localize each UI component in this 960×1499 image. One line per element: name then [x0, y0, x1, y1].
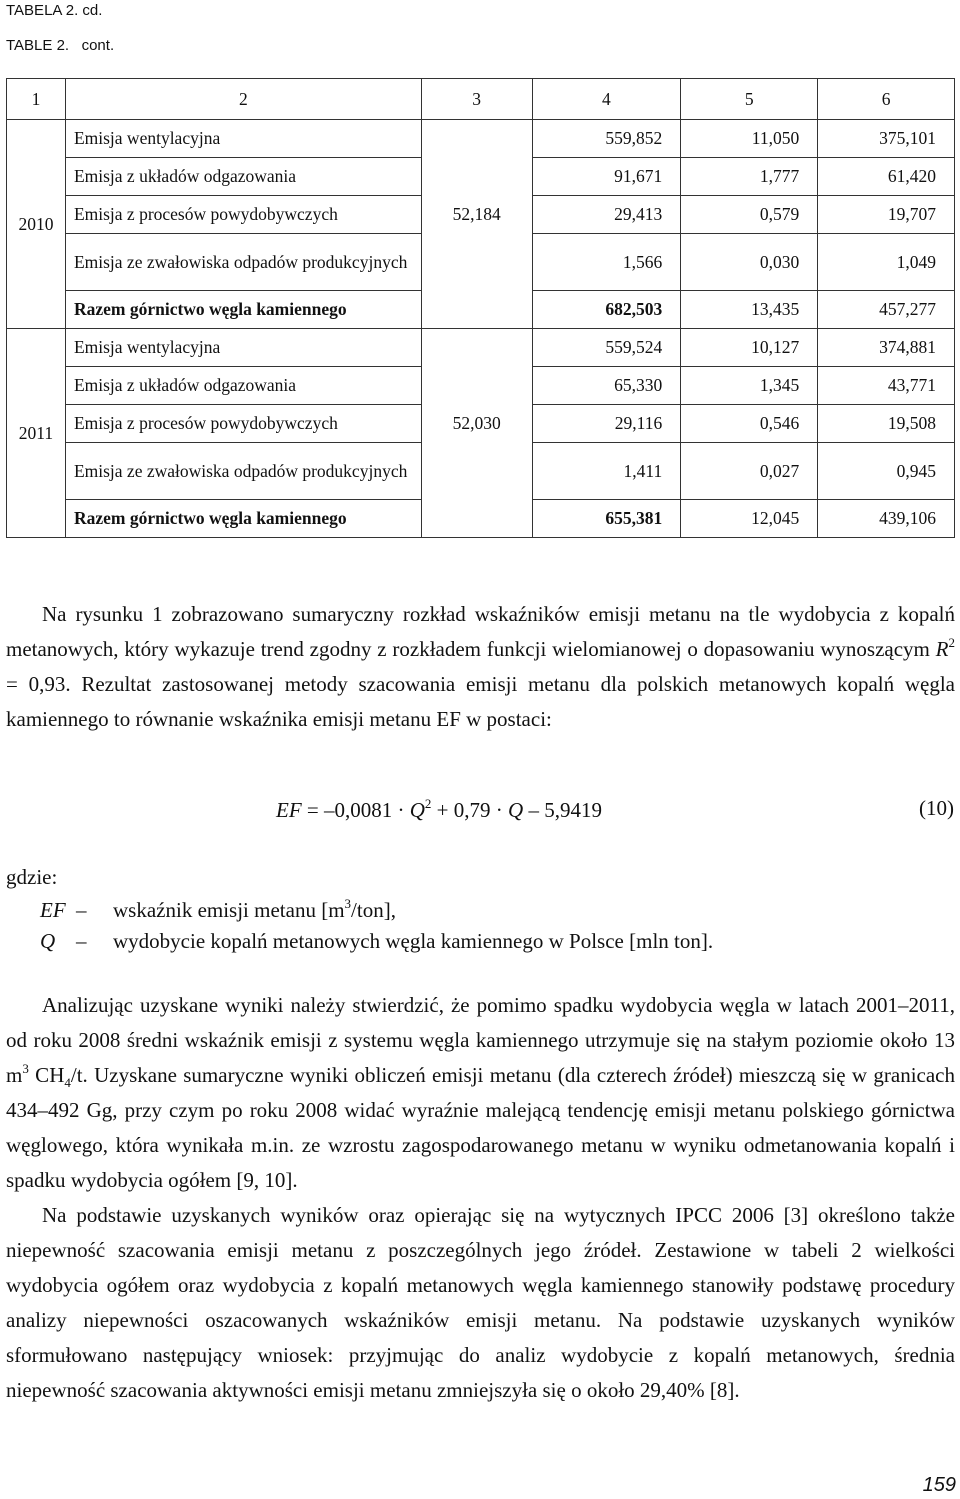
value-cell: 0,945: [818, 443, 955, 500]
value-cell: 1,566: [532, 234, 681, 291]
table-row: [7, 120, 955, 158]
header-cell: 2: [65, 79, 421, 120]
value-cell: 65,330: [532, 367, 681, 405]
where-label: gdzie:: [6, 865, 58, 889]
paragraph-text: CH: [28, 1063, 65, 1087]
total-label: Razem górnictwo węgla kamiennego: [65, 291, 421, 329]
value-cell: 19,707: [818, 196, 955, 234]
header-cell: 4: [532, 79, 681, 120]
value-cell: 375,101: [818, 120, 955, 158]
equation-q: Q: [508, 798, 524, 822]
total-value-cell: 682,503: [532, 291, 681, 329]
superscript: 2: [424, 796, 432, 811]
value-cell: 19,508: [818, 405, 955, 443]
year-cell: 2011: [7, 329, 66, 538]
header-cell: 3: [421, 79, 532, 120]
table-caption-pl: TABELA 2. cd.: [6, 2, 103, 19]
value-cell: 11,050: [681, 120, 818, 158]
paragraph-text: Na rysunku 1 zobrazowano sumaryczny rozkład wskaźników emisji metanu na tle wydobycia z kopalń metanowych, który wykazuje trend zgodny z rozkładem funkcji wielomianowej o dopasowaniu wynoszącym: [6, 602, 955, 661]
definition-text: /ton],: [351, 898, 396, 922]
row-label: Emisja z procesów powydobywczych: [65, 405, 421, 443]
value-cell: 10,127: [681, 329, 818, 367]
row-label: Emisja z układów odgazowania: [65, 367, 421, 405]
production-cell: 52,184: [421, 120, 532, 329]
superscript: 3: [344, 896, 352, 911]
definition-q: [0, 929, 960, 961]
equation-number: (10): [919, 796, 954, 820]
value-cell: 0,546: [681, 405, 818, 443]
year-cell: 2010: [7, 120, 66, 329]
equation-part: – 5,9419: [523, 798, 602, 822]
superscript: 3: [22, 1061, 29, 1076]
paragraph-text: /t. Uzyskane sumaryczne wyniki obliczeń emisji metanu (dla czterech źródeł) mieszczą się w granicach 434–492 Gg, przy czym po roku 2008 widać wyraźnie malejącą tendencję emisji metanu polskiego górnictwa węglowego, która wynikała m.in. ze wzrostu zagospodarowanego metanu w wyniku odmetanowania kopalń i spadku wydobycia ogółem [9, 10].: [6, 1063, 955, 1192]
superscript: 2: [948, 635, 955, 650]
definition-symbol: Q: [40, 929, 56, 953]
row-label: Emisja wentylacyjna: [65, 120, 421, 158]
row-label: Emisja wentylacyjna: [65, 329, 421, 367]
paragraph-text: Analizując uzyskane wyniki należy stwierdzić, że pomimo spadku wydobycia węgla w latach 2001–2011, od roku 2008 średni wskaźnik emisji z systemu węgla kamiennego utrzymuje się na stałym poziomie około 13 m: [6, 993, 955, 1087]
header-cell: 5: [681, 79, 818, 120]
total-value-cell: 12,045: [681, 500, 818, 538]
table-row: [7, 329, 955, 367]
production-cell: 52,030: [421, 329, 532, 538]
total-value-cell: 13,435: [681, 291, 818, 329]
row-label: Emisja ze zwałowiska odpadów produkcyjnych: [65, 234, 421, 291]
value-cell: 0,579: [681, 196, 818, 234]
row-label: Emisja z układów odgazowania: [65, 158, 421, 196]
total-value-cell: 439,106: [818, 500, 955, 538]
paragraph-text: = 0,93. Rezultat zastosowanej metody szacowania emisji metanu dla polskich metanowych kopalń węgla kamiennego to równanie wskaźnika emisji metanu EF w postaci:: [6, 672, 955, 731]
row-label: Emisja z procesów powydobywczych: [65, 196, 421, 234]
value-cell: 29,116: [532, 405, 681, 443]
emissions-table: [6, 78, 955, 538]
equation: [276, 798, 602, 823]
value-cell: 0,027: [681, 443, 818, 500]
value-cell: 559,524: [532, 329, 681, 367]
r-symbol: R: [935, 637, 949, 661]
value-cell: 91,671: [532, 158, 681, 196]
paragraph-3: Na podstawie uzyskanych wyników oraz opierając się na wytycznych IPCC 2006 [3] określono także niepewność szacowania emisji metanu z poszczególnych jego źródeł. Zestawione w tabeli 2 wielkości wydobycia ogółem oraz wydobycia z kopalń metanowych węgla kamiennego stanowiły podstawę procedury analizy niepewności oszacowanych wskaźników emisji metanu. Na podstawie uzyskanych wyników sformułowano następujący wniosek: przyjmując do analiz wydobycie z kopalń metanowych, średnia niepewność szacowania aktywności emisji metanu zmniejszyła się o około 29,40% [8].: [6, 1203, 955, 1402]
paragraph-2: [6, 988, 955, 1408]
total-label: Razem górnictwo węgla kamiennego: [65, 500, 421, 538]
total-value-cell: 457,277: [818, 291, 955, 329]
definition-dash: –: [76, 929, 87, 953]
equation-part: + 0,79 ·: [431, 798, 509, 822]
value-cell: 1,049: [818, 234, 955, 291]
page-number: 159: [922, 1474, 956, 1496]
definition-ef: [0, 898, 960, 930]
definition-text: wskaźnik emisji metanu [m: [113, 898, 345, 922]
value-cell: 1,411: [532, 443, 681, 500]
definition-symbol: EF: [40, 898, 66, 922]
equation-q: Q: [409, 798, 425, 822]
value-cell: 61,420: [818, 158, 955, 196]
header-cell: 6: [818, 79, 955, 120]
value-cell: 1,777: [681, 158, 818, 196]
paragraph-1: [6, 597, 955, 737]
value-cell: 1,345: [681, 367, 818, 405]
equation-part: = –0,0081 ·: [301, 798, 410, 822]
definition-dash: –: [76, 898, 87, 922]
subscript: 4: [64, 1075, 71, 1090]
table-caption-en: TABLE 2. cont.: [6, 37, 115, 54]
total-value-cell: 655,381: [532, 500, 681, 538]
definition-text: wydobycie kopalń metanowych węgla kamiennego w Polsce [mln ton].: [113, 929, 714, 953]
value-cell: 559,852: [532, 120, 681, 158]
table-header-row: [7, 79, 955, 120]
value-cell: 29,413: [532, 196, 681, 234]
equation-ef: EF: [276, 798, 302, 822]
value-cell: 374,881: [818, 329, 955, 367]
row-label: Emisja ze zwałowiska odpadów produkcyjnych: [65, 443, 421, 500]
value-cell: 0,030: [681, 234, 818, 291]
value-cell: 43,771: [818, 367, 955, 405]
header-cell: 1: [7, 79, 66, 120]
